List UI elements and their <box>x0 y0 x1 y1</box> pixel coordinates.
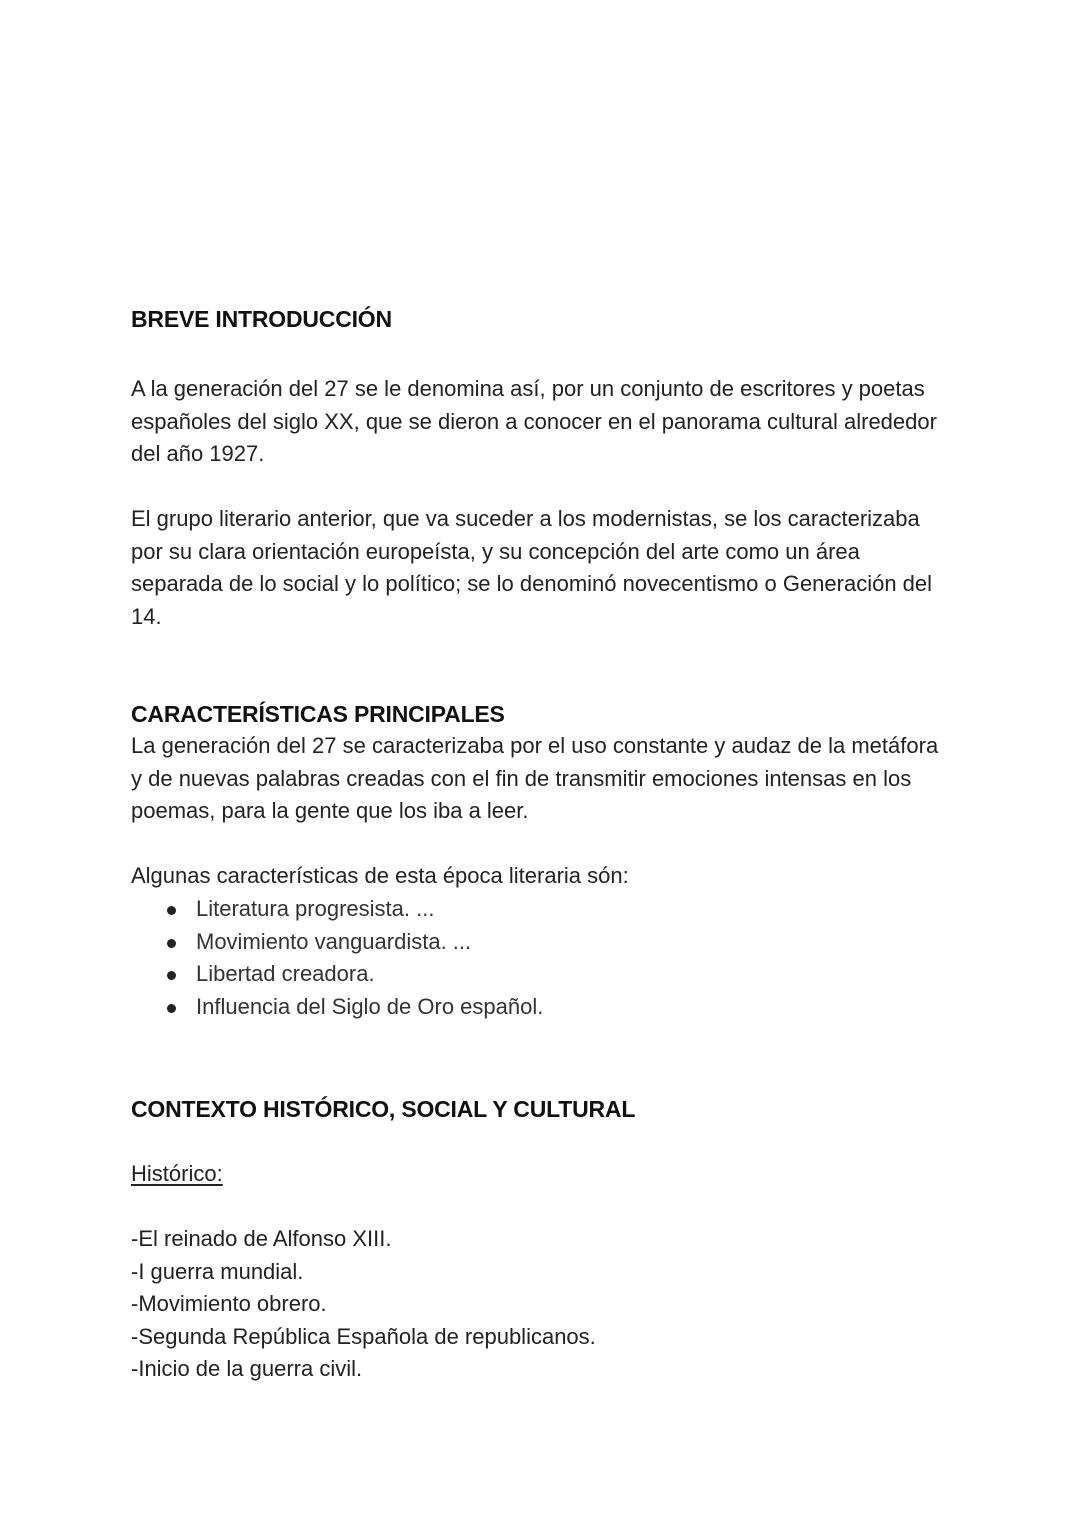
intro-paragraph-2: El grupo literario anterior, que va suceder a los modernistas, se los caracterizaba por su clara orientación europeísta, y su concepción del arte como un área separada de lo social y lo político; se lo denominó novecentismo o Generación del 14. <box>131 506 933 629</box>
list-item <box>131 958 951 991</box>
list-item: -Inicio de la guerra civil. <box>131 1356 363 1382</box>
list-item <box>131 991 951 1024</box>
bullet-icon <box>167 1004 176 1013</box>
intro-paragraph-1: A la generación del 27 se le denomina así, por un conjunto de escritores y poetas españoles del siglo XX, que se dieron a conocer en el panorama cultural alrededor del año 1927. <box>131 376 937 467</box>
characteristics-list-intro: Algunas características de esta época literaria són: <box>131 863 629 888</box>
bullet-icon <box>167 939 176 948</box>
characteristics-heading: CARACTERÍSTICAS PRINCIPALES <box>131 701 505 727</box>
list-item-text: Movimiento vanguardista. ... <box>196 928 472 954</box>
list-item: -I guerra mundial. <box>131 1258 304 1284</box>
list-item: -Segunda República Española de republicanos. <box>131 1323 596 1349</box>
list-item: -El reinado de Alfonso XIII. <box>131 1226 392 1251</box>
list-item <box>131 926 951 959</box>
bullet-icon <box>167 906 176 915</box>
context-subtitle: Histórico: <box>131 1161 223 1186</box>
list-item: -Movimiento obrero. <box>131 1291 327 1317</box>
bullet-icon <box>167 971 176 980</box>
list-item-text: Literatura progresista. ... <box>196 896 435 921</box>
characteristics-list <box>131 893 951 1023</box>
context-heading: CONTEXTO HISTÓRICO, SOCIAL Y CULTURAL <box>131 1096 636 1122</box>
context-list <box>131 1223 951 1386</box>
intro-heading: BREVE INTRODUCCIÓN <box>131 306 392 332</box>
characteristics-paragraph: La generación del 27 se caracterizaba por el uso constante y audaz de la metáfora y de nuevas palabras creadas con el fin de transmitir emociones intensas en los poemas, para la gente que los iba a leer. <box>131 733 939 824</box>
list-item <box>131 893 951 926</box>
list-item-text: Libertad creadora. <box>196 961 375 987</box>
list-item-text: Influencia del Siglo de Oro español. <box>196 993 544 1019</box>
